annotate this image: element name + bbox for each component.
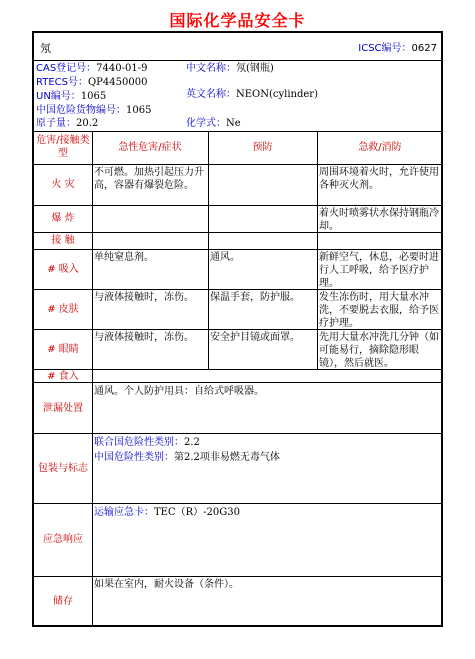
inhalation-symptom: 单纯窒息剂。 — [94, 252, 154, 263]
divider — [208, 249, 209, 369]
skin-symptom: 与液体接触时，冻伤。 — [94, 292, 194, 303]
divider — [34, 503, 441, 504]
divider — [34, 131, 441, 132]
safety-card — [32, 31, 443, 627]
divider — [34, 164, 441, 165]
eyes-first-aid: 先用大量水冲洗几分钟（如可能易行，摘除隐形眼镜），然后就医。 — [319, 332, 439, 369]
skin-prevention: 保温手套，防护服。 — [210, 292, 300, 303]
fire-first-aid: 周围环境着火时，允许使用各种灭火剂。 — [319, 167, 439, 191]
un-hazard-class: 联合国危险性类别：2.2 — [94, 437, 200, 448]
row-label-explosion: 爆 炸 — [51, 213, 75, 224]
skin-first-aid: 发生冻伤时，用大量水冲洗，不要脱去衣服，给予医疗护理。 — [319, 292, 439, 329]
header-hazard-type: 危害/接触类型 — [36, 135, 90, 159]
substance-name: 氖 — [40, 42, 51, 55]
header-symptoms: 急性危害/症状 — [118, 142, 182, 153]
row-label-ingestion: # 食入 — [47, 371, 79, 382]
un-number: UN编号：1065 — [36, 91, 107, 102]
rtecs-number: RTECS号：QP4450000 — [36, 77, 148, 88]
transport-emergency-card: 运输应急卡：TEC（R）-20G30 — [94, 507, 240, 518]
divider — [34, 60, 441, 61]
row-label-fire: 火 灾 — [51, 179, 75, 190]
section-label-storage: 储存 — [53, 596, 73, 607]
cn-hazard-number: 中国危险货物编号：1065 — [36, 105, 152, 116]
chemical-formula: 化学式：Ne — [186, 118, 241, 129]
divider — [317, 249, 318, 369]
eyes-symptom: 与液体接触时，冻伤。 — [94, 332, 194, 343]
fire-symptom: 不可燃。加热引起压力升高，容器有爆裂危险。 — [94, 167, 204, 191]
divider — [34, 433, 441, 434]
header-first-aid: 急救/消防 — [358, 142, 402, 153]
inhalation-prevention: 通风。 — [210, 252, 240, 263]
row-label-contact: 接 触 — [51, 235, 75, 246]
row-label-inhalation: # 吸入 — [47, 264, 79, 275]
eyes-prevention: 安全护目镜或面罩。 — [210, 332, 300, 343]
divider — [92, 131, 93, 627]
cn-hazard-class: 中国危险性类别：第2.2项非易燃无毒气体 — [94, 452, 280, 463]
cas-number: CAS登记号：7440-01-9 — [36, 63, 148, 74]
row-label-eyes: # 眼睛 — [47, 344, 79, 355]
inhalation-first-aid: 新鲜空气，休息，必要时进行人工呼吸，给予医疗护理。 — [319, 252, 439, 289]
icsc-number: ICSC编号：0627 — [358, 43, 437, 54]
storage-text: 如果在室内，耐火设备（条件）。 — [94, 579, 239, 590]
section-label-packaging: 包装与标志 — [38, 463, 88, 474]
card-title: 国际化学品安全卡 — [169, 11, 306, 30]
cn-name: 中文名称：氖(钢瓶) — [186, 63, 274, 74]
en-name: 英文名称：NEON(cylinder) — [186, 89, 318, 100]
atomic-mass: 原子量：20.2 — [36, 118, 99, 129]
divider — [34, 382, 441, 383]
header-prevention: 预防 — [252, 142, 273, 153]
section-label-spill: 泄漏处置 — [43, 403, 83, 414]
row-label-skin: # 皮肤 — [47, 304, 79, 315]
spill-text: 通风。个人防护用具：自给式呼吸器。 — [94, 386, 264, 397]
section-label-emergency: 应急响应 — [43, 534, 83, 545]
explosion-first-aid: 着火时喷雾状水保持钢瓶冷却。 — [319, 208, 439, 232]
divider — [34, 249, 441, 250]
divider — [34, 205, 441, 206]
divider — [34, 576, 441, 577]
